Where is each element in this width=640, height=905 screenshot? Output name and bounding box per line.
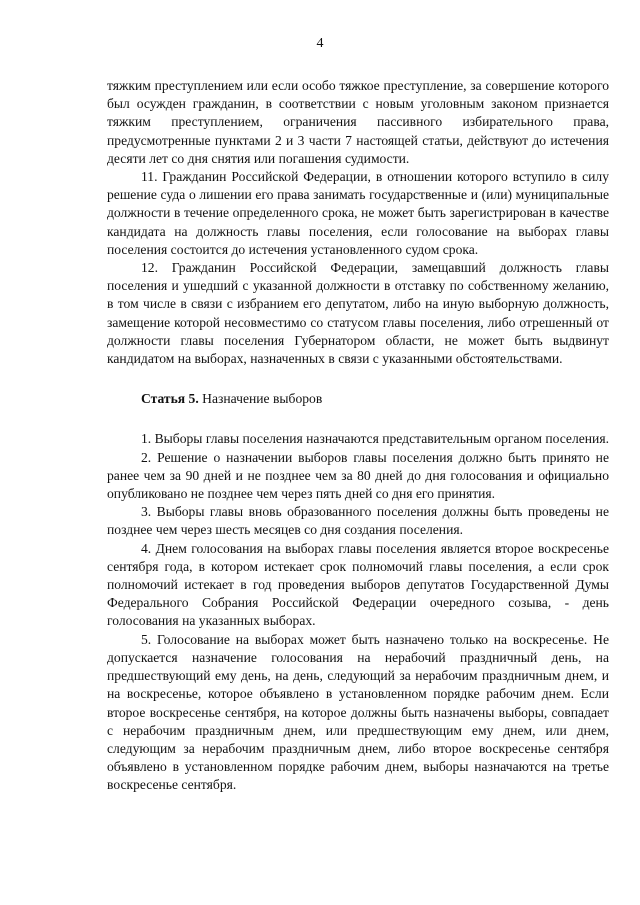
article-5-paragraph-1: 1. Выборы главы поселения назначаются представительным органом поселения. <box>141 431 609 447</box>
article-5-paragraph-2: 2. Решение о назначении выборов главы поселения должно быть принято не ранее чем за 90 дней и не позднее чем за 80 дней до дня голосования и официально опубликовано не позднее чем через пять дней со дня его принятия. <box>107 449 609 502</box>
article-label: Статья 5. <box>141 391 199 407</box>
paragraph-12: 12. Гражданин Российской Федерации, замещавший должность главы поселения и ушедший с указанной должности в отставку по собственному желанию, в том числе в связи с избранием его депутатом, либо на иную выборную должность, замещение которой несовместимо со статусом главы поселения, либо отрешенный от должности главы поселения Губернатором области, не может быть выдвинут кандидатом на выборах, назначенных в связи с указанными обстоятельствами. <box>107 260 609 367</box>
paragraph-11: 11. Гражданин Российской Федерации, в отношении которого вступило в силу решение суда о лишении его права занимать государственные и (или) муниципальные должности в течение определенного срока, не может быть зарегистрирован в качестве кандидата на должность главы поселения, если голосование на выборах главы поселения состоится до истечения установленного судом срока. <box>107 169 609 257</box>
article-title: Назначение выборов <box>198 391 323 407</box>
article-5-paragraph-3: 3. Выборы главы вновь образованного поселения должны быть проведены не позднее чем через шесть месяцев со дня создания поселения. <box>107 504 609 538</box>
article-5-paragraph-4: 4. Днем голосования на выборах главы поселения является второе воскресенье сентября года, в котором истекает срок полномочий главы поселения, а если срок полномочий истекает в год проведения выборов депутатов Государственной Думы Федерального Собрания Российской Федерации очередного созыва, - день голосования на указанных выборах. <box>107 540 609 629</box>
document-body <box>107 77 609 795</box>
page-number: 4 <box>316 36 324 51</box>
article-heading <box>141 390 609 408</box>
article-5-paragraph-5: 5. Голосование на выборах может быть назначено только на воскресенье. Не допускается назначение голосования на нерабочий праздничный день, на предшествующий ему день, на день, следующий за нерабочим праздничным днем, и на воскресенье, которое объявлено в установленном порядке рабочим днем. Если второе воскресенье сентября, на которое должны быть назначены выборы, совпадает с нерабочим праздничным днем, или предшествующим ему днем, или днем, следующим за нерабочим праздничным днем, либо второе воскресенье сентября объявлено в установленном порядке рабочим днем, выборы назначаются на третье воскресенье сентября. <box>107 631 609 793</box>
paragraph-continuation: тяжким преступлением или если особо тяжкое преступление, за совершение которого был осужден гражданин, в соответствии с новым уголовным законом признается тяжким преступлением, ограничения пассивного избирательного права, предусмотренные пунктами 2 и 3 части 7 настоящей статьи, действуют до истечения десяти лет со дня снятия или погашения судимости. <box>107 78 609 166</box>
